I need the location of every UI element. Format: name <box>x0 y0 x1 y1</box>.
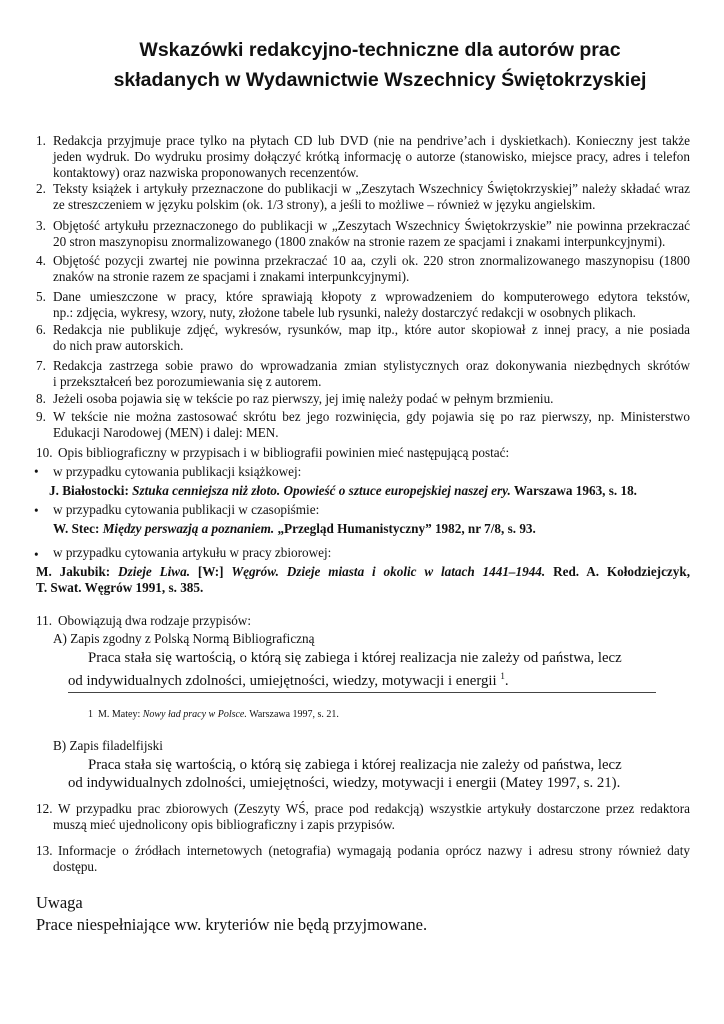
footnote-style-b-label: B) Zapis filadelfijski <box>53 738 163 753</box>
page-title-line-1: Wskazówki redakcyjno-techniczne dla autorów prac <box>139 39 621 61</box>
item-7-line-1: Redakcja zastrzega sobie prawo do wprowadzania zmian stylistycznych oraz dokonywania niezbędnych skrótów <box>53 358 690 373</box>
item-6-line-2: do nich praw autorskich. <box>53 338 184 353</box>
item-number: 4. <box>36 253 46 268</box>
citation-author: M. Jakubik: <box>36 564 111 579</box>
item-13-line-1: Informacje o źródłach internetowych (netografia) wymagają podania oprócz nazwy i adresu strony również daty <box>58 843 690 858</box>
sample-a-text: od indywidualnych zdolności, umiejętności, wiedzy, motywacji i energii <box>68 673 497 689</box>
item-10-line-1: Opis bibliograficzny w przypisach i w bibliografii powinien mieć następującą postać: <box>58 445 510 460</box>
footnote-separator <box>68 692 656 693</box>
item-number: 13. <box>36 843 53 858</box>
item-1-line-1: Redakcja przyjmuje prace tylko na płytach CD lub DVD (nie na pendrive’ach i dyskietkach). Konieczny jest także <box>53 133 690 148</box>
citation-work: Dzieje Liwa. <box>118 564 190 579</box>
bullet-1-label: w przypadku cytowania publikacji książkowej: <box>53 464 302 479</box>
citation-author: W. Stec: <box>53 521 100 536</box>
bullet-icon: • <box>34 547 39 562</box>
item-7-line-2: i przekształceń bez porozumiewania się z autorem. <box>53 374 322 389</box>
note-heading: Uwaga <box>36 893 83 912</box>
item-number: 12. <box>36 801 53 816</box>
item-3-line-2: 20 stron maszynopisu znormalizowanego (1800 znaków na stronie razem ze spacjami i znakami interpunkcyjnymi). <box>53 234 666 249</box>
footnote-rest: Warszawa 1997, s. 21. <box>249 709 339 720</box>
item-12-line-2: muszą mieć ujednolicony opis bibliograficzny i zapis przypisów. <box>53 817 395 832</box>
footnote-number: 1 <box>88 709 93 720</box>
item-2-line-2: ze streszczeniem w języku polskim (ok. 1/3 strony), a jeśli to możliwe – również w języku angielskim. <box>53 197 596 212</box>
item-6-line-1: Redakcja nie publikuje zdjęć, wykresów, rysunków, map itp., które autor skopiował z innej pracy, a nie posiada <box>53 322 690 337</box>
sample-a-line-1: Praca stała się wartością, o którą się zabiega i której realizacja nie zależy od państwa, lecz <box>88 650 622 666</box>
item-number: 10. <box>36 445 53 460</box>
citation-rest: Warszawa 1963, s. 18. <box>513 483 637 498</box>
bullet-3-label: w przypadku cytowania artykułu w pracy zbiorowej: <box>53 545 332 560</box>
item-9-line-1: W tekście nie można zastosować skrótu bez jego rozwinięcia, gdy pojawia się po raz pierwszy, np. Ministerstwo <box>53 409 690 424</box>
item-12-line-1: W przypadku prac zbiorowych (Zeszyty WŚ, prace pod redakcją) wszystkie artykuły dostarczone przez redaktora <box>58 801 690 816</box>
item-5-line-2: np.: zdjęcia, wykresy, wzory, nuty, złożone tabele lub rysunki, należy dostarczyć redakcji w osobnych plikach. <box>53 305 636 320</box>
bullet-2-label: w przypadku cytowania publikacji w czasopiśmie: <box>53 502 320 517</box>
item-1-line-3: kontaktowy) oraz nazwiska proponowanych recenzentów. <box>53 165 359 180</box>
citation-work: Sztuka cenniejsza niż złoto. Opowieść o sztuce europejskiej naszej ery. <box>132 483 511 498</box>
item-number: 1. <box>36 133 46 148</box>
item-number: 5. <box>36 289 46 304</box>
item-number: 6. <box>36 322 46 337</box>
sample-a-line-2 <box>68 667 509 691</box>
citation-author: J. Białostocki: <box>49 483 129 498</box>
citation-rest: Red. A. Kołodziejczyk, <box>553 564 691 579</box>
sample-b-line-1: Praca stała się wartością, o którą się zabiega i której realizacja nie zależy od państwa, lecz <box>88 757 622 773</box>
item-number: 9. <box>36 409 46 424</box>
footnote-work: Nowy ład pracy w Polsce. <box>142 709 247 720</box>
item-9-line-2: Edukacji Narodowej (MEN) i dalej: MEN. <box>53 425 279 440</box>
citation-example-journal <box>53 521 536 537</box>
footnote <box>88 708 339 721</box>
citation-in: [W:] <box>197 564 224 579</box>
citation-work: Między perswazją a poznaniem. <box>102 521 275 536</box>
item-4-line-2: znaków na stronie razem ze spacjami i znakami interpunkcyjnymi). <box>53 269 410 284</box>
footnote-reference[interactable]: 1 <box>500 671 505 681</box>
item-8-line-1: Jeżeli osoba pojawia się w tekście po raz pierwszy, jej imię należy podać w pełnym brzmieniu. <box>53 391 554 406</box>
citation-work-2: Węgrów. Dzieje miasta i okolic w latach 1441–1944. <box>231 564 546 579</box>
bullet-icon: • <box>34 503 39 518</box>
bullet-icon: • <box>34 464 39 479</box>
item-5-line-1: Dane umieszczone w pracy, które sprawiają kłopoty z wprowadzeniem do komputerowego edytora tekstów, <box>53 289 690 304</box>
footnote-style-a-label: A) Zapis zgodny z Polską Normą Bibliograficzną <box>53 631 315 646</box>
item-number: 3. <box>36 218 46 233</box>
note-text: Prace niespełniające ww. kryteriów nie będą przyjmowane. <box>36 915 428 934</box>
item-number: 7. <box>36 358 46 373</box>
item-1-line-2: jeden wydruk. Do wydruku prosimy dołączyć krótką informację o autorze (stanowisko, miejsce pracy, adres i telefon <box>53 149 690 164</box>
citation-example-collective-line-2: T. Swat. Węgrów 1991, s. 385. <box>36 580 204 595</box>
citation-example-book <box>49 483 637 499</box>
page-title-line-2: składanych w Wydawnictwie Wszechnicy Świętokrzyskiej <box>113 69 647 91</box>
citation-rest: „Przegląd Humanistyczny” 1982, nr 7/8, s. 93. <box>277 521 536 536</box>
item-number: 2. <box>36 181 46 196</box>
item-13-line-2: dostępu. <box>53 859 98 874</box>
item-2-line-1: Teksty książek i artykuły przeznaczone do publikacji w „Zeszytach Wszechnicy Świętokrzyskiej” należy składać wraz <box>53 181 690 196</box>
item-number: 11. <box>36 613 52 628</box>
item-3-line-1: Objętość artykułu przeznaczonego do publikacji w „Zeszytach Wszechnicy Świętokrzyskie” nie powinna przekraczać <box>53 218 690 233</box>
item-number: 8. <box>36 391 46 406</box>
item-4-line-1: Objętość pozycji zwartej nie powinna przekraczać 10 aa, czyli ok. 220 stron znormalizowanego maszynopisu (1800 <box>53 253 690 268</box>
footnote-author: M. Matey: <box>98 709 141 720</box>
sample-b-line-2: od indywidualnych zdolności, umiejętności, wiedzy, motywacji i energii (Matey 1997, s. 21). <box>68 775 621 791</box>
item-11-text: Obowiązują dwa rodzaje przypisów: <box>58 613 251 628</box>
citation-example-collective-line-1 <box>36 564 690 580</box>
sample-a-end: . <box>504 673 509 689</box>
